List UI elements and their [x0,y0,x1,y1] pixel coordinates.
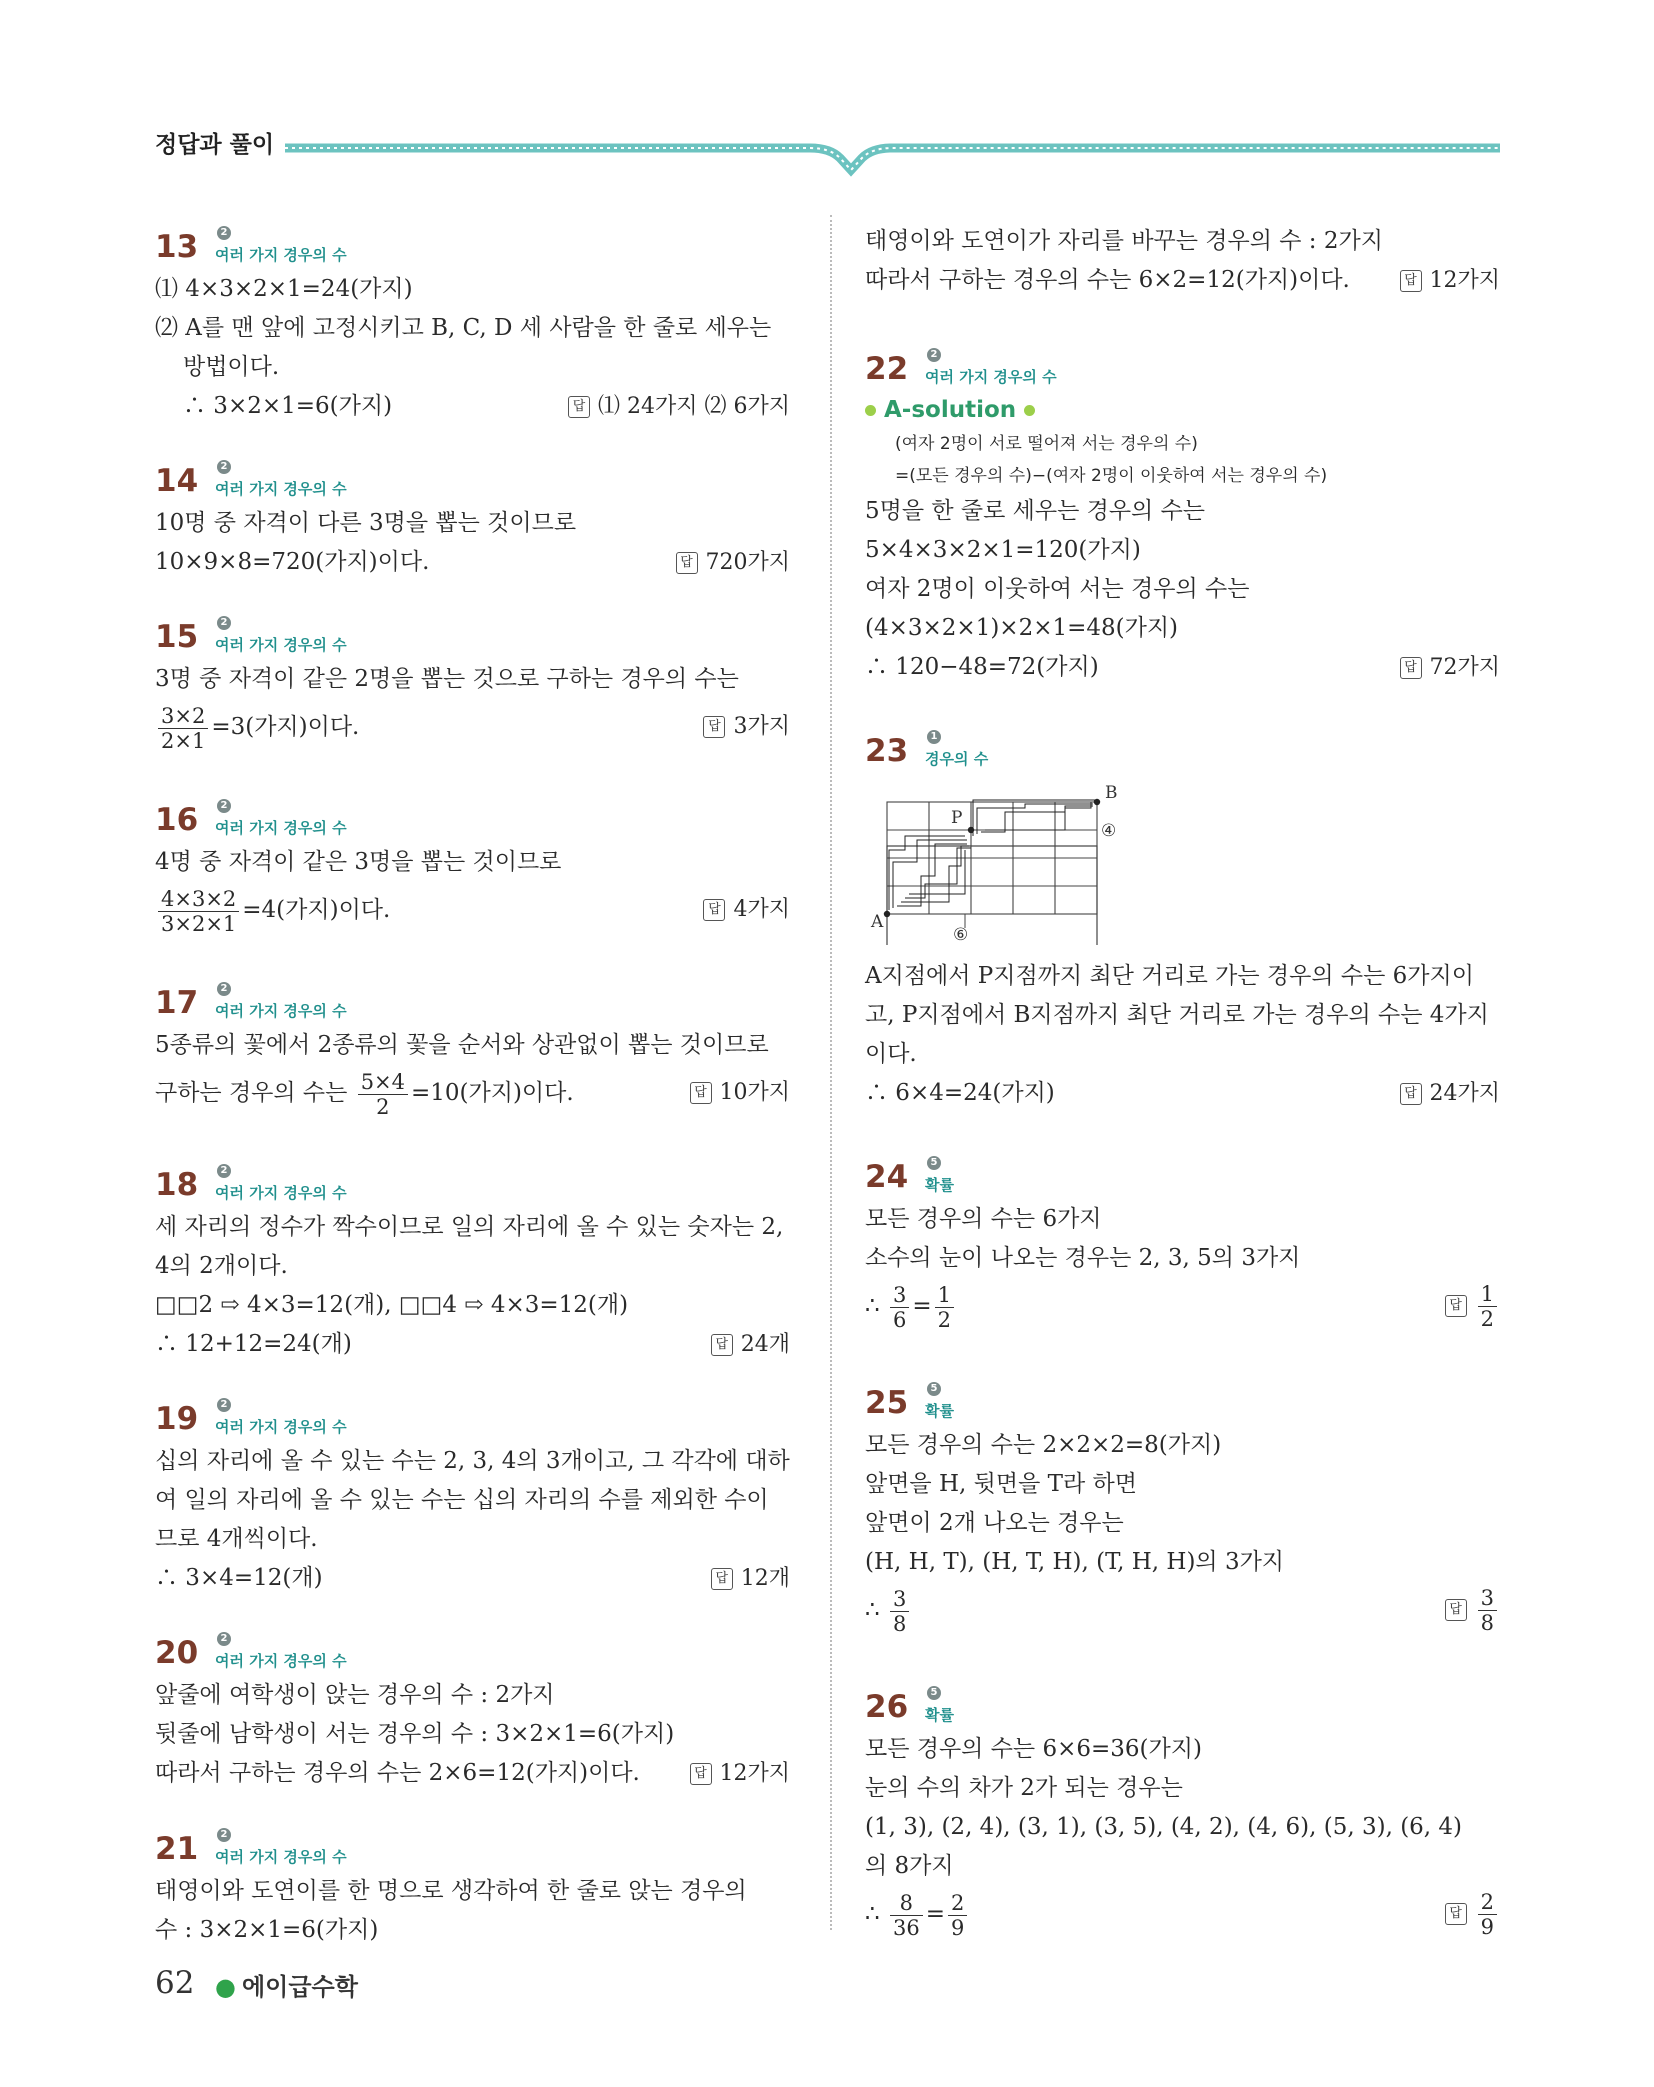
solution-line: (4×3×2×1)×2×1=48(가지) [865,615,1179,641]
solution-line: 5명을 한 줄로 세우는 경우의 수는 [865,498,1206,524]
problem-topic: 확률 [925,1176,954,1194]
answer [711,1559,790,1598]
level-badge: 2 [217,982,231,996]
solution-line: =3(가지)이다. [211,714,360,740]
point-b-label: B [1105,783,1118,803]
answer [1400,648,1501,687]
solution-line: ∴ 3×4=12(개) [155,1565,323,1591]
problem-number: 17 [155,985,199,1021]
answer-icon: 답 [1400,1083,1422,1105]
solution-line: 태영이와 도연이가 자리를 바꾸는 경우의 수 : 2가지 [865,228,1383,254]
solution-line: 뒷줄에 남학생이 서는 경우의 수 : 3×2×1=6(가지) [155,1721,675,1747]
lightbulb-icon: ● [215,1973,236,2001]
answer-icon: 답 [676,552,698,574]
solution-line: 소수의 눈이 나오는 경우는 2, 3, 5의 3가지 [865,1245,1301,1271]
problem-21 [155,1830,790,1950]
level-badge: 2 [217,1632,231,1646]
fraction: $\frac{2}{9}$ [948,1891,967,1940]
level-badge: 5 [927,1686,941,1700]
bullet-dot-icon [1024,405,1035,416]
solution-line: ∴ 120−48=72(가지) [865,654,1099,680]
brand-logo: ● 에이급수학 [215,1973,358,2001]
answer [568,387,790,426]
answer [703,882,790,938]
fraction: $\frac{4\times 3\times 2}{3\times 2\times 1}$ [158,887,239,936]
answer-text: ⑴ 24가지 ⑵ 6가지 [598,394,790,419]
problem-16 [155,801,790,938]
level-badge: 2 [217,1828,231,1842]
solution-line: 모든 경우의 수는 2×2×2=8(가지) [865,1432,1222,1458]
solution-line: 태영이와 도연이를 한 명으로 생각하여 한 줄로 앉는 경우의 [155,1878,747,1904]
a-solution-heading: A-solution [865,392,1500,428]
problem-topic: 여러 가지 경우의 수 [215,1418,347,1436]
solution-line: 따라서 구하는 경우의 수는 2×6=12(가지)이다. [155,1760,640,1786]
solution-line: 10명 중 자격이 다른 3명을 뽑는 것이므로 [155,510,577,536]
answer-text: 720가지 [705,550,790,575]
problem-topic: 여러 가지 경우의 수 [215,819,347,837]
problem-number: 16 [155,802,199,838]
answer-fraction: $\frac{1}{2}$ [1478,1282,1497,1331]
problem-number: 18 [155,1167,199,1203]
problem-23 [865,732,1500,1113]
level-badge: 5 [927,1382,941,1396]
fraction: $\frac{1}{2}$ [935,1283,954,1332]
solution-line: 10×9×8=720(가지)이다. [155,549,430,575]
answer-icon: 답 [1445,1295,1467,1317]
point-a-label: A [871,912,884,932]
therefore-symbol: ∴ [865,1597,880,1623]
solution-line: 3명 중 자격이 같은 2명을 뽑는 것으로 구하는 경우의 수는 [155,666,739,692]
problem-19 [155,1400,790,1598]
answer-text: 4가지 [733,897,790,922]
answer-text: 72가지 [1429,655,1500,680]
answer-icon: 답 [703,716,725,738]
solution-line: 여자 2명이 이웃하여 서는 경우의 수는 [865,576,1250,602]
fraction: $\frac{3}{8}$ [890,1587,909,1636]
level-badge: 2 [217,799,231,813]
solution-line: 의 8가지 [865,1853,954,1879]
answer-fraction: $\frac{3}{8}$ [1478,1586,1497,1635]
solution-line: □□2 ⇨ 4×3=12(개), □□4 ⇨ 4×3=12(개) [155,1292,629,1318]
problem-21-continued [865,222,1500,300]
problem-number: 24 [865,1159,909,1195]
solution-line: 여 일의 자리에 올 수 있는 수는 십의 자리의 수를 제외한 수이 [155,1487,769,1513]
answer-text: 12개 [740,1566,790,1591]
answer-text: 3가지 [733,714,790,739]
solution-line: 세 자리의 정수가 짝수이므로 일의 자리에 올 수 있는 숫자는 2, [155,1214,784,1240]
problem-topic: 여러 가지 경우의 수 [215,480,347,498]
problem-number: 13 [155,229,199,265]
therefore-symbol: ∴ [865,1901,880,1927]
answer-icon: 답 [1400,657,1422,679]
hint-line: (여자 2명이 서로 떨어져 서는 경우의 수) [895,434,1198,454]
grid-diagram [865,780,1125,945]
solution-line: 5×4×3×2×1=120(가지) [865,537,1141,563]
solution-line: 모든 경우의 수는 6×6=36(가지) [865,1736,1202,1762]
level-badge: 5 [927,1156,941,1170]
bullet-dot-icon [865,405,876,416]
solution-line: 방법이다. [183,354,280,380]
hint-line: =(모든 경우의 수)−(여자 2명이 이웃하여 서는 경우의 수) [895,466,1328,486]
solution-line: 므로 4개씩이다. [155,1526,318,1552]
answer-icon: 답 [690,1763,712,1785]
problem-topic: 여러 가지 경우의 수 [215,1184,347,1202]
solution-line: ∴ 6×4=24(가지) [865,1080,1055,1106]
solution-line: ⑴ 4×3×2×1=24(가지) [155,276,413,302]
answer-text: 24가지 [1429,1081,1500,1106]
problem-number: 22 [865,351,909,387]
level-badge: 2 [927,348,941,362]
solution-line: ⑵ A를 맨 앞에 고정시키고 B, C, D 세 사람을 한 줄로 세우는 [155,315,772,341]
problem-number: 21 [155,1831,199,1867]
column-divider [830,215,832,1930]
solution-line: A지점에서 P지점까지 최단 거리로 가는 경우의 수는 6가지이 [865,963,1474,989]
problem-topic: 확률 [925,1402,954,1420]
answer-text: 24개 [740,1332,790,1357]
solution-line: 모든 경우의 수는 6가지 [865,1206,1102,1232]
problem-number: 19 [155,1401,199,1437]
solution-line: =4(가지)이다. [242,897,391,923]
level-badge: 2 [217,1398,231,1412]
problem-26: 26 5 확률 모든 경우의 수는 6×6=36(가지) 눈의 수의 차가 2가 되는 경우는 (1, 3), (2, 4), (3, 1), (3, 5), (4, 2), (4, 6), (5, 3), (6, 4) 의 8가지 ∴ $\frac{8}{36}$ = $\frac{2}{9}$ 답 $\frac{2}{9}$ [865,1688,1500,1942]
problem-topic: 여러 가지 경우의 수 [215,1848,347,1866]
answer-icon: 답 [1400,270,1422,292]
level-badge: 2 [217,1164,231,1178]
problem-number: 25 [865,1385,909,1421]
solution-line: 이다. [865,1041,917,1067]
solution-line: 구하는 경우의 수는 [155,1080,348,1106]
level-badge: 2 [217,226,231,240]
page-number: 62 [155,1965,195,2001]
answer [711,1325,790,1364]
level-badge: 1 [927,730,941,744]
problem-25 [865,1384,1500,1638]
answer-icon: 답 [1445,1903,1467,1925]
problem-24: 24 5 확률 모든 경우의 수는 6가지 소수의 눈이 나오는 경우는 2, 3, 5의 3가지 ∴ $\frac{3}{6}$ = $\frac{1}{2}$ 답 $\frac{1}{2}$ [865,1158,1500,1334]
answer-text: 12가지 [1429,268,1500,293]
answer [1400,1074,1501,1113]
problem-20 [155,1634,790,1793]
solution-line: ∴ 3×2×1=6(가지) [183,393,393,419]
answer-icon: 답 [711,1568,733,1590]
fraction: $\frac{5\times 4}{2}$ [358,1070,408,1119]
solution-line: 눈의 수의 차가 2가 되는 경우는 [865,1775,1183,1801]
problem-14 [155,462,790,582]
problem-15 [155,618,790,755]
solution-line: ∴ 12+12=24(개) [155,1331,352,1357]
problem-topic: 확률 [925,1706,954,1724]
problem-topic: 여러 가지 경우의 수 [925,368,1057,386]
count-6-label: ⑥ [953,925,969,945]
answer-icon: 답 [690,1082,712,1104]
answer [1445,1278,1500,1334]
solution-line: =10(가지)이다. [411,1080,574,1106]
fraction: $\frac{8}{36}$ [890,1891,923,1940]
solution-line: 앞면이 2개 나오는 경우는 [865,1510,1124,1536]
answer-icon: 답 [703,899,725,921]
fraction: $\frac{3\times 2}{2\times 1}$ [158,704,208,753]
answer [1445,1886,1500,1942]
answer [676,543,791,582]
count-4-label: ④ [1101,821,1117,841]
problem-number: 20 [155,1635,199,1671]
problem-topic: 경우의 수 [925,750,989,768]
problem-topic: 여러 가지 경우의 수 [215,246,347,264]
answer-text: 10가지 [719,1080,790,1105]
problem-number: 15 [155,619,199,655]
problem-topic: 여러 가지 경우의 수 [215,1652,347,1670]
answer [1445,1582,1500,1638]
solution-line: 4명 중 자격이 같은 3명을 뽑는 것이므로 [155,849,562,875]
header-wave-band [285,132,1500,182]
problem-topic: 여러 가지 경우의 수 [215,636,347,654]
therefore-symbol: ∴ [865,1293,880,1319]
answer [1400,261,1501,300]
answer-icon: 답 [568,396,590,418]
problem-number: 26 [865,1689,909,1725]
point-p-label: P [951,808,963,828]
solution-line: (1, 3), (2, 4), (3, 1), (3, 5), (4, 2), (4, 6), (5, 3), (6, 4) [865,1814,1463,1840]
solution-line: 고, P지점에서 B지점까지 최단 거리로 가는 경우의 수는 4가지 [865,1002,1489,1028]
answer-icon: 답 [711,1334,733,1356]
solution-line: 앞줄에 여학생이 앉는 경우의 수 : 2가지 [155,1682,555,1708]
path-grid-figure [865,780,1500,945]
fraction: $\frac{3}{6}$ [890,1283,909,1332]
answer [690,1754,791,1793]
problem-22 [865,350,1500,687]
problem-number: 14 [155,463,199,499]
answer [703,699,790,755]
problem-number: 23 [865,733,909,769]
problem-17 [155,984,790,1121]
level-badge: 2 [217,616,231,630]
answer-text: 12가지 [719,1761,790,1786]
solution-line: 5종류의 꽃에서 2종류의 꽃을 순서와 상관없이 뽑는 것이므로 [155,1032,769,1058]
solution-line: (H, H, T), (H, T, H), (T, H, H)의 3가지 [865,1549,1285,1575]
page-section-title: 정답과 풀이 [155,132,275,158]
answer-fraction: $\frac{2}{9}$ [1478,1890,1497,1939]
solution-line: 따라서 구하는 경우의 수는 6×2=12(가지)이다. [865,267,1350,293]
problem-13 [155,228,790,426]
solution-line: 앞면을 H, 뒷면을 T라 하면 [865,1471,1137,1497]
solution-line: 수 : 3×2×1=6(가지) [155,1917,379,1943]
problem-topic: 여러 가지 경우의 수 [215,1002,347,1020]
problem-18 [155,1166,790,1364]
solution-line: 십의 자리에 올 수 있는 수는 2, 3, 4의 3개이고, 그 각각에 대하 [155,1448,790,1474]
solution-line: 4의 2개이다. [155,1253,288,1279]
level-badge: 2 [217,460,231,474]
answer-icon: 답 [1445,1599,1467,1621]
answer [690,1065,791,1121]
